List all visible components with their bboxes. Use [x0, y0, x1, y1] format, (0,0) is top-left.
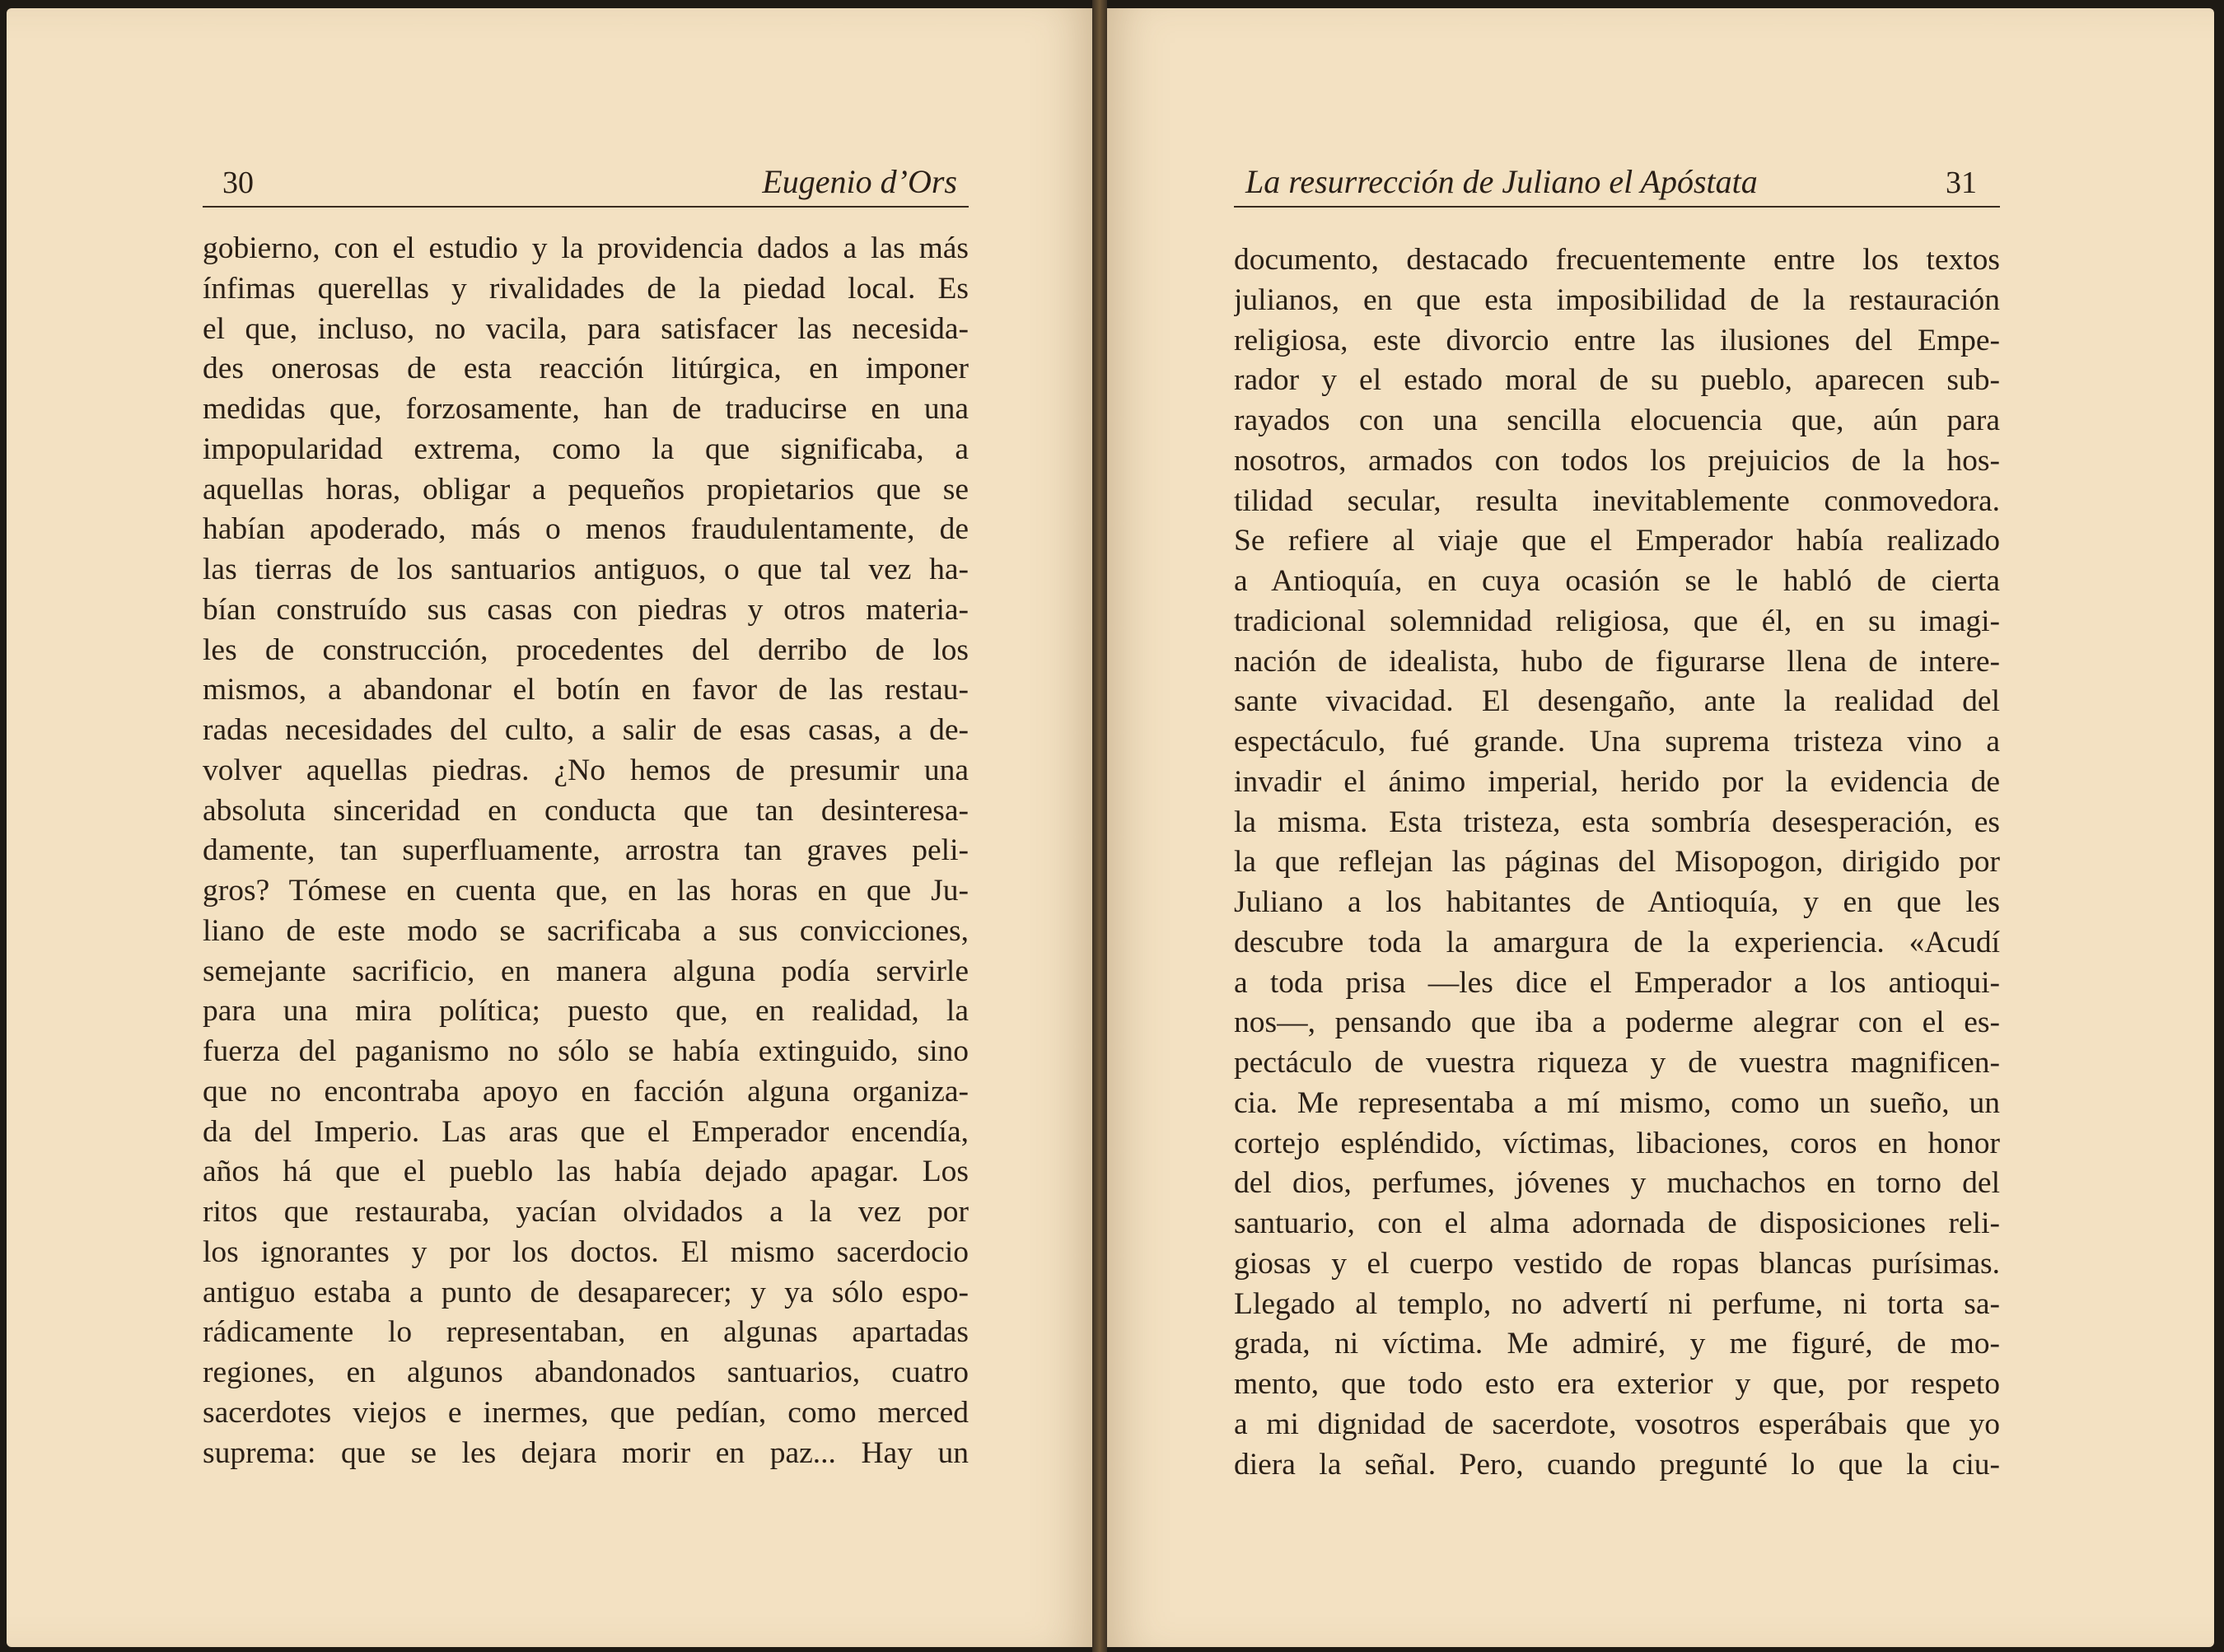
text-line: habían apoderado, más o menos fraudulentamente, de: [203, 512, 969, 547]
text-line: ínfimas querellas y rivalidades de la piedad local. Es: [203, 271, 969, 306]
text-line: nación de idealista, hubo de figurarse llena de intere-: [1234, 644, 2000, 679]
text-line: absoluta sinceridad en conducta que tan desinteresa-: [203, 793, 969, 828]
text-line: a toda prisa —les dice el Emperador a los antioqui-: [1234, 965, 2000, 1000]
text-line: sacerdotes viejos e inermes, que pedían, como merced: [203, 1395, 969, 1430]
text-line: nosotros, armados con todos los prejuicios de la hos-: [1234, 443, 2000, 478]
text-line: gobierno, con el estudio y la providencia dados a las más: [203, 231, 969, 265]
text-line: las tierras de los santuarios antiguos, o que tal vez ha-: [203, 553, 969, 586]
right-page-number: 31: [1946, 166, 1977, 200]
text-line: damente, tan superfluamente, arrostra tan graves peli-: [203, 833, 969, 868]
text-line: rayados con una sencilla elocuencia que, aún para: [1234, 404, 2000, 437]
text-line: cortejo espléndido, víctimas, libaciones, coros en honor: [1234, 1126, 2000, 1160]
text-line: gros? Tómese en cuenta que, en las horas en que Ju-: [203, 874, 969, 908]
text-line: descubre toda la amargura de la experiencia. «Acudí: [1234, 925, 2000, 959]
text-line: fuerza del paganismo no sólo se había extinguido, sino: [203, 1034, 969, 1068]
text-line: mento, que todo esto era exterior y que, por respeto: [1234, 1367, 2000, 1401]
text-line: antiguo estaba a punto de desaparecer; y ya sólo espo-: [203, 1275, 969, 1309]
text-line: da del Imperio. Las aras que el Emperador encendía,: [203, 1114, 969, 1149]
text-line: sante vivacidad. El desengaño, ante la realidad del: [1234, 684, 2000, 719]
text-line: espectáculo, fué grande. Una suprema tristeza vino a: [1234, 725, 2000, 758]
text-line: les de construcción, procedentes del derribo de los: [203, 632, 969, 667]
text-line: años há que el pueblo las había dejado apagar. Los: [203, 1155, 969, 1189]
right-page: [1107, 8, 2214, 1647]
text-line: giosas y el cuerpo vestido de ropas blancas purísimas.: [1234, 1246, 2000, 1281]
left-page-header: [203, 156, 969, 208]
text-line: ritos que restauraba, yacían olvidados a la vez por: [203, 1195, 969, 1229]
text-line: Juliano a los habitantes de Antioquía, y en que les: [1234, 885, 2000, 919]
book-gutter: [1092, 0, 1107, 1652]
text-line: tilidad secular, resulta inevitablemente conmovedora.: [1234, 483, 2000, 518]
text-line: diera la señal. Pero, cuando pregunté lo que la ciu-: [1234, 1447, 2000, 1482]
text-line: documento, destacado frecuentemente entre los textos: [1234, 243, 2000, 277]
text-line: julianos, en que esta imposibilidad de la restauración: [1234, 282, 2000, 317]
text-line: rádicamente lo representaban, en algunas apartadas: [203, 1315, 969, 1350]
text-line: aquellas horas, obligar a pequeños propietarios que se: [203, 472, 969, 506]
right-running-head: La resurrección de Juliano el Apóstata: [1245, 163, 1758, 200]
left-page-number: 30: [222, 166, 254, 200]
text-line: regiones, en algunos abandonados santuarios, cuatro: [203, 1356, 969, 1389]
left-page: [7, 8, 1092, 1647]
text-line: tradicional solemnidad religiosa, que él, en su imagi-: [1234, 604, 2000, 638]
text-line: el que, incluso, no vacila, para satisfacer las necesida-: [203, 311, 969, 346]
text-line: impopularidad extrema, como la que significaba, a: [203, 432, 969, 466]
left-running-head: Eugenio d’Ors: [762, 163, 957, 200]
text-line: Se refiere al viaje que el Emperador había realizado: [1234, 524, 2000, 558]
text-line: santuario, con el alma adornada de disposiciones reli-: [1234, 1206, 2000, 1240]
text-line: liano de este modo se sacrificaba a sus convicciones,: [203, 913, 969, 948]
text-line: la misma. Esta tristeza, esta sombría desesperación, es: [1234, 805, 2000, 839]
right-page-header: [1234, 156, 2000, 208]
text-line: cia. Me representaba a mí mismo, como un sueño, un: [1234, 1085, 2000, 1120]
text-line: pectáculo de vuestra riqueza y de vuestra magnificen-: [1234, 1046, 2000, 1080]
text-line: religiosa, este divorcio entre las ilusiones del Empe-: [1234, 323, 2000, 357]
text-line: mismos, a abandonar el botín en favor de las restau-: [203, 673, 969, 707]
text-line: invadir el ánimo imperial, herido por la evidencia de: [1234, 764, 2000, 799]
text-line: los ignorantes y por los doctos. El mismo sacerdocio: [203, 1234, 969, 1269]
text-line: suprema: que se les dejara morir en paz... Hay un: [203, 1435, 969, 1470]
text-line: des onerosas de esta reacción litúrgica, en imponer: [203, 352, 969, 386]
text-line: radas necesidades del culto, a salir de esas casas, a de-: [203, 713, 969, 747]
text-line: para una mira política; puesto que, en realidad, la: [203, 994, 969, 1029]
text-line: a mi dignidad de sacerdote, vosotros esperábais que yo: [1234, 1407, 2000, 1441]
text-line: nos—, pensando que iba a poderme alegrar con el es-: [1234, 1006, 2000, 1040]
text-line: semejante sacrificio, en manera alguna podía servirle: [203, 954, 969, 988]
text-line: grada, ni víctima. Me admiré, y me figuré, de mo-: [1234, 1327, 2000, 1361]
text-line: que no encontraba apoyo en facción alguna organiza-: [203, 1074, 969, 1108]
text-line: Llegado al templo, no advertí ni perfume, ni torta sa-: [1234, 1286, 2000, 1321]
text-line: volver aquellas piedras. ¿No hemos de presumir una: [203, 753, 969, 787]
left-page-body: [203, 229, 969, 1473]
text-line: la que reflejan las páginas del Misopogon, dirigido por: [1234, 845, 2000, 880]
text-line: del dios, perfumes, jóvenes y muchachos en torno del: [1234, 1166, 2000, 1201]
text-line: rador y el estado moral de su pueblo, aparecen sub-: [1234, 363, 2000, 398]
text-line: a Antioquía, en cuya ocasión se le habló de cierta: [1234, 564, 2000, 598]
right-page-body: [1234, 240, 2000, 1485]
text-line: medidas que, forzosamente, han de traducirse en una: [203, 392, 969, 426]
text-line: bían construído sus casas con piedras y otros materia-: [203, 592, 969, 627]
